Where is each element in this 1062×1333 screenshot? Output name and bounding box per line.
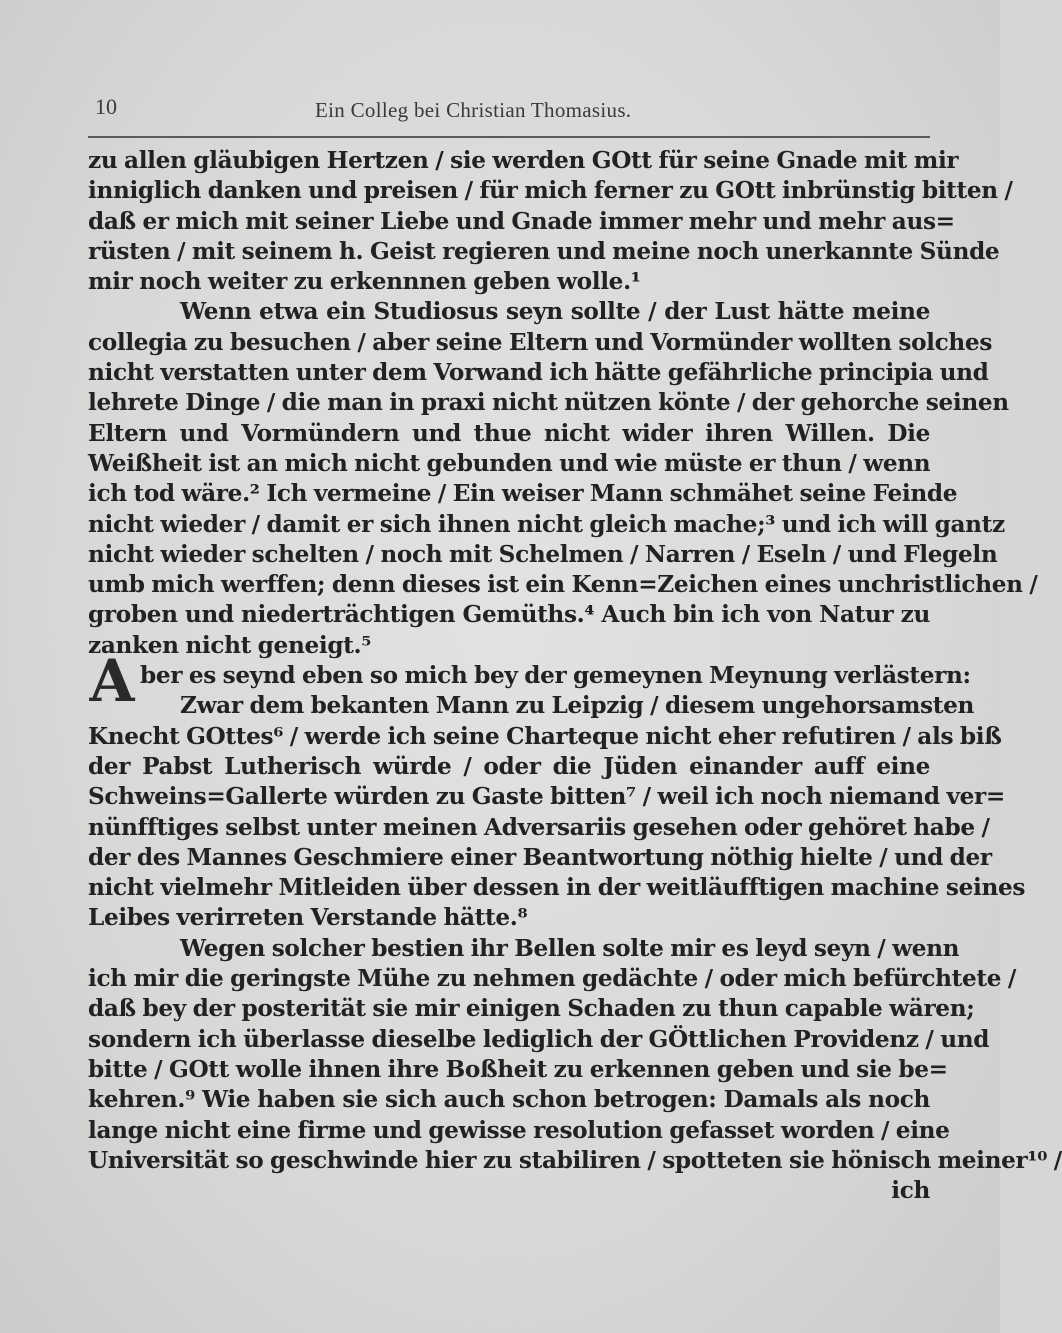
text-line: Schweins=Gallerte würden zu Gaste bitten⁷ / weil ich noch niemand ver=: [88, 783, 1005, 811]
text-line: Eltern und Vormündern und thue nicht wider ihren Willen. Die: [88, 419, 930, 447]
text-line: Weißheit ist an mich nicht gebunden und wie müste er thun / wenn: [88, 449, 931, 477]
text-line: nünfftiges selbst unter meinen Adversariis gesehen oder gehöret habe /: [88, 813, 990, 841]
text-line: zu allen gläubigen Hertzen / sie werden GOtt für seine Gnade mit mir: [88, 147, 959, 174]
text-line: nicht wieder schelten / noch mit Schelmen / Narren / Eseln / und Flegeln: [88, 540, 998, 568]
text-line: der Pabst Lutherisch würde / oder die Jüden einander auff eine: [88, 752, 930, 780]
text-line: mir noch weiter zu erkennnen geben wolle.¹: [88, 268, 641, 296]
text-line: nicht wieder / damit er sich ihnen nicht gleich mache;³ und ich will gantz: [88, 510, 1005, 538]
text-line: Wegen solcher bestien ihr Bellen solte mir es leyd seyn / wenn: [180, 934, 960, 962]
text-line: bitte / GOtt wolle ihnen ihre Boßheit zu erkennen geben und sie be=: [88, 1055, 948, 1083]
text-line: ich mir die geringste Mühe zu nehmen gedächte / oder mich befürchtete /: [88, 965, 1016, 993]
page-header: [95, 94, 930, 128]
text-line: rüsten / mit seinem h. Geist regieren und meine noch unerkannte Sünde: [88, 237, 1000, 265]
text-line: daß er mich mit seiner Liebe und Gnade immer mehr und mehr aus=: [88, 207, 955, 235]
text-line: kehren.⁹ Wie haben sie sich auch schon betrogen: Damals als noch: [88, 1086, 930, 1114]
header-rule: [88, 136, 930, 138]
text-line: umb mich werffen; denn dieses ist ein Kenn=Zeichen eines unchristlichen /: [88, 571, 1038, 599]
text-line: ber es seynd eben so mich bey der gemeynen Meynung verlästern:: [140, 662, 971, 690]
text-line: zanken nicht geneigt.⁵: [88, 631, 372, 659]
text-line: ich tod wäre.² Ich vermeine / Ein weiser Mann schmähet seine Feinde: [88, 480, 958, 508]
text-line: lehrete Dinge / die man in praxi nicht nützen könte / der gehorche seinen: [88, 389, 1009, 417]
page-number: 10: [95, 94, 117, 119]
text-line: lange nicht eine firme und gewisse resolution gefasset worden / eine: [88, 1116, 950, 1144]
text-line: nicht vielmehr Mitleiden über dessen in der weitläufftigen machine seines: [88, 874, 1026, 902]
text-line: groben und niederträchtigen Gemüths.⁴ Auch bin ich von Natur zu: [88, 601, 930, 629]
drop-cap-initial: A: [89, 647, 135, 715]
text-line: collegia zu besuchen / aber seine Eltern und Vormünder wollten solches: [88, 328, 993, 356]
catchword: ich: [891, 1177, 930, 1205]
text-line: Universität so geschwinde hier zu stabiliren / spotteten sie hönisch meiner¹⁰ /: [88, 1146, 1062, 1174]
text-line: daß bey der posterität sie mir einigen Schaden zu thun capable wären;: [88, 995, 975, 1023]
text-line: Leibes verirreten Verstande hätte.⁸: [88, 904, 528, 932]
text-line: Wenn etwa ein Studiosus seyn sollte / der Lust hätte meine: [180, 298, 930, 326]
text-line: Knecht GOttes⁶ / werde ich seine Charteque nicht eher refutiren / als biß: [88, 722, 1002, 750]
text-line: Zwar dem bekanten Mann zu Leipzig / diesem ungehorsamsten: [180, 692, 974, 720]
text-line: der des Mannes Geschmiere einer Beantwortung nöthig hielte / und der: [88, 843, 992, 871]
body-text: [88, 146, 1062, 1206]
text-line: inniglich danken und preisen / für mich ferner zu GOtt inbrünstig bitten /: [88, 177, 1013, 205]
text-line: nicht verstatten unter dem Vorwand ich hätte gefährliche principia und: [88, 359, 989, 387]
running-title: Ein Colleg bei Christian Thomasius.: [315, 98, 632, 122]
text-line: sondern ich überlasse dieselbe lediglich der GÖttlichen Providenz / und: [88, 1025, 990, 1053]
